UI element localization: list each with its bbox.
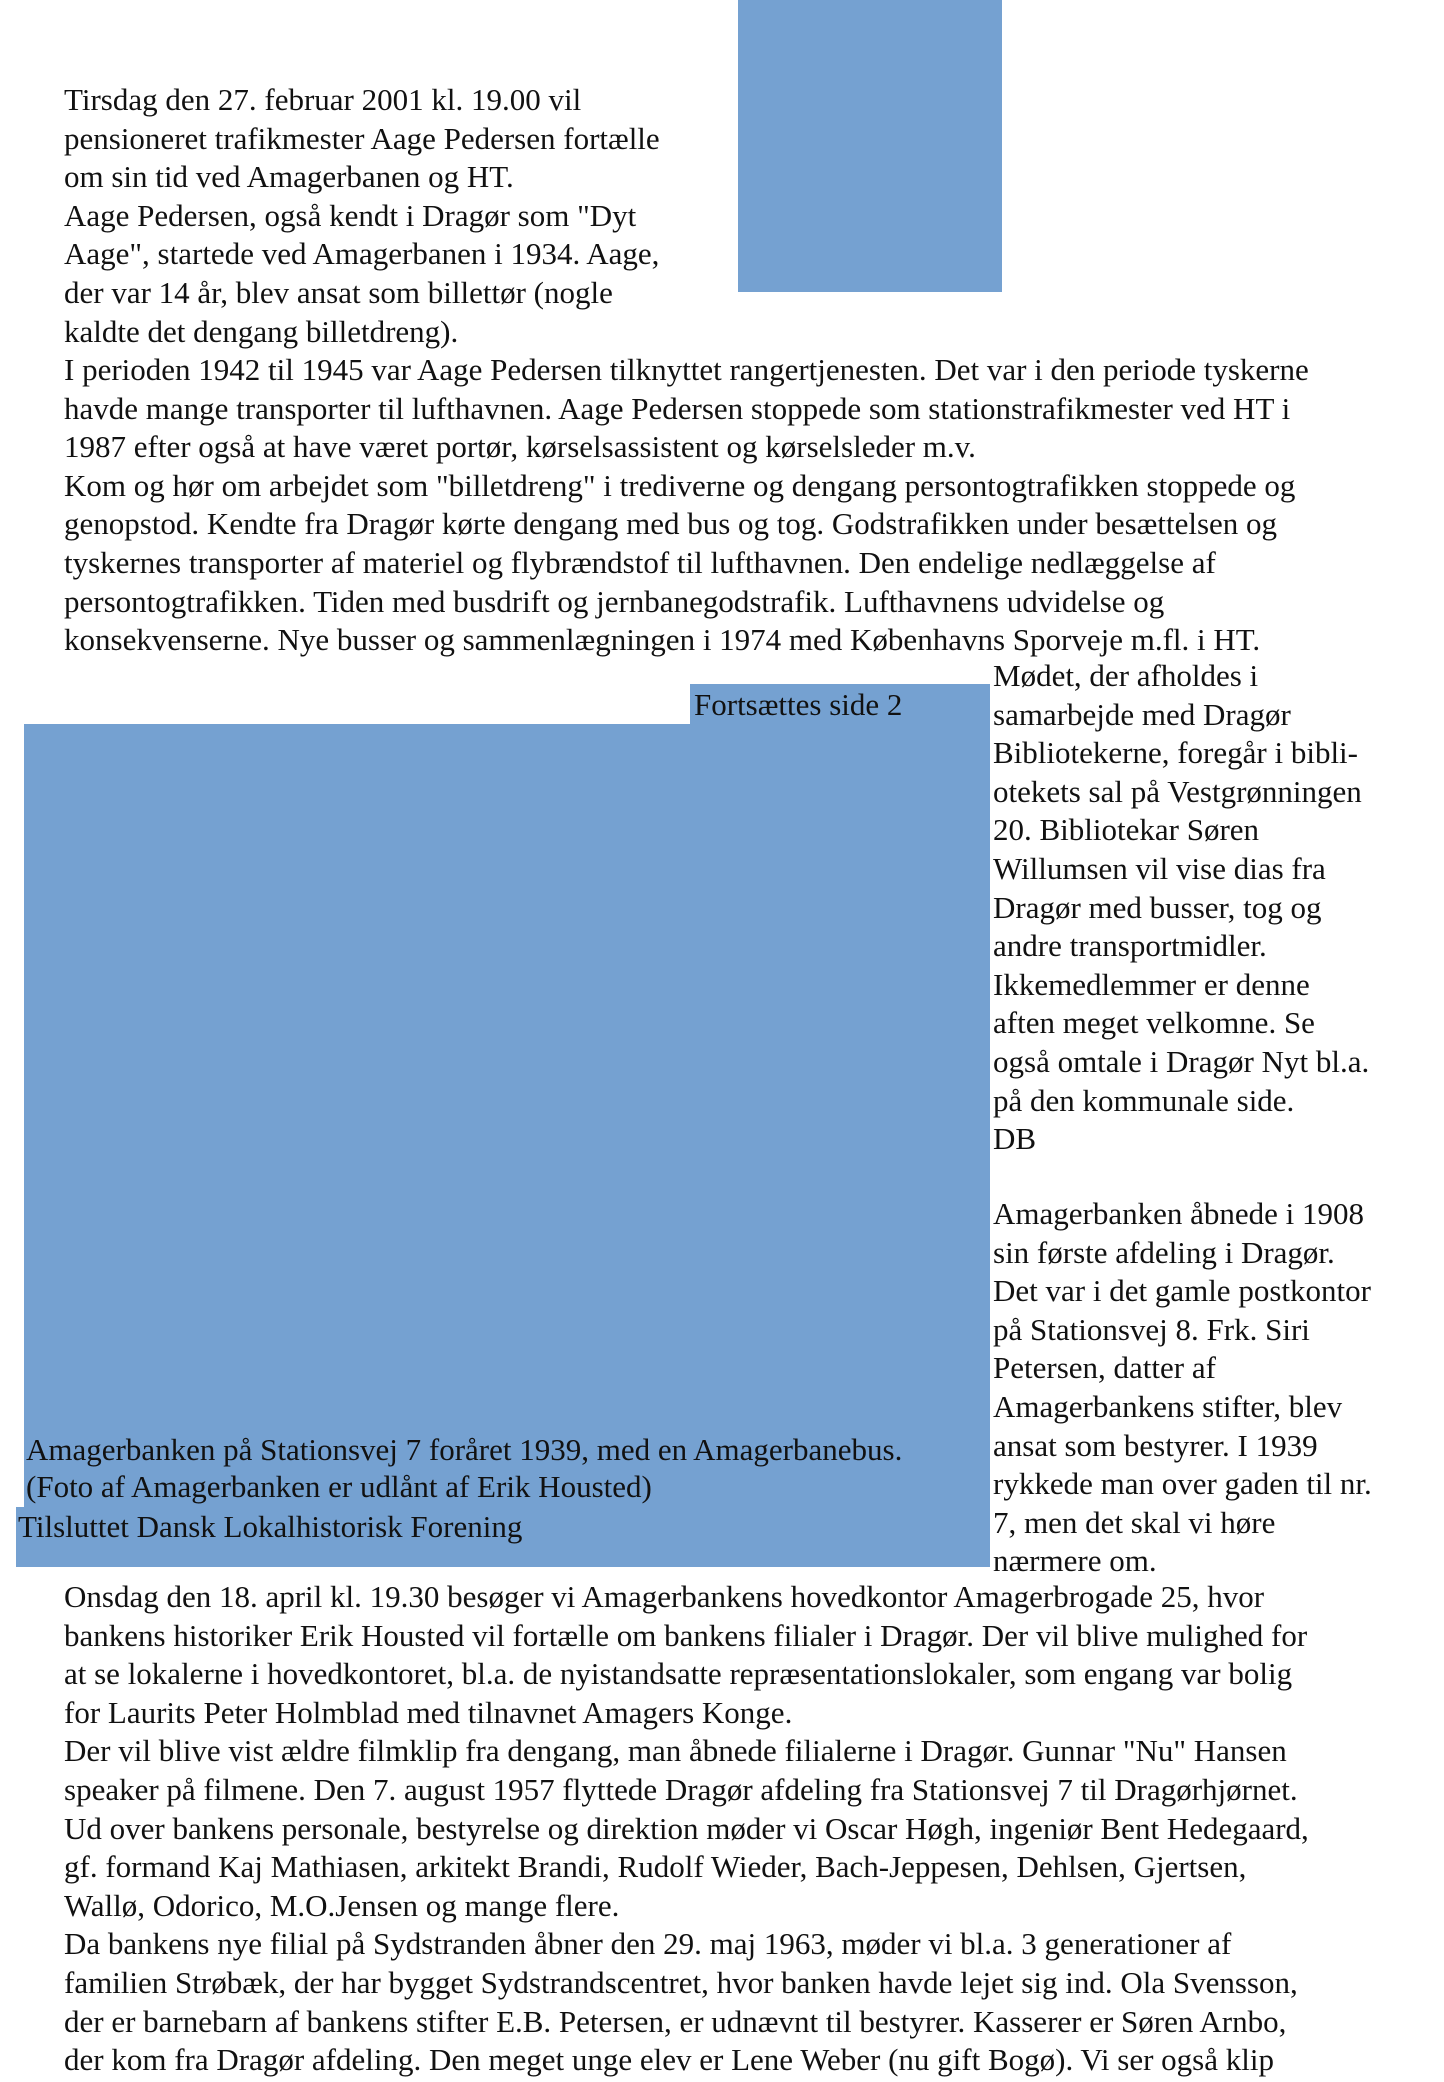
portrait-image <box>738 0 1002 292</box>
affiliation-text: Tilsluttet Dansk Lokalhistorisk Forening <box>18 1509 523 1544</box>
intro-paragraph-full: I perioden 1942 til 1945 var Aage Pedersen tilknyttet rangertjenesten. Det var i den periode tyskerne havde mange transporter til lufthavnen. Aage Pedersen stoppede som stationstrafikmester ved HT i 1987 efter også at have været portør, kørselsassistent og kørselsleder m.v. Kom og hør om arbejdet som "billetdreng" i trediverne og dengang persontogtrafikken stoppede og genopstod. Kendte fra Dragør kørte dengang med bus og tog. Godstrafikken under besættelsen og tyskernes transporter af materiel og flybrændstof til lufthavnen. Den endelige nedlæggelse af persontogtrafikken. Tiden med busdrift og jernbanegodstrafik. Lufthavnens udvidelse og konsekvenserne. Nye busser og sammenlægningen i 1974 med Københavns Sporveje m.fl. i HT. <box>64 352 1309 658</box>
right-column-bank: Amagerbanken åbnede i 1908 sin første afdeling i Dragør. Det var i det gamle postkontor på Stationsvej 8. Frk. Siri Petersen, datter af Amagerbankens stifter, blev ansat som bestyrer. I 1939 rykkede man over gaden til nr. 7, men det skal vi høre nærmere om. <box>993 1196 1372 1579</box>
bottom-article: Onsdag den 18. april kl. 19.30 besøger vi Amagerbankens hovedkontor Amagerbrogade 25, hvor bankens historiker Erik Housted vil fortælle om bankens filialer i Dragør. Der vil blive mulighed for at se lokalerne i hovedkontoret, bl.a. de nyistandsatte repræsentationslokaler, som engang var bolig for Laurits Peter Holmblad med tilnavnet Amagers Konge. Der vil blive vist ældre filmklip fra dengang, man åbnede filialerne i Dragør. Gunnar "Nu" Hansen speaker på filmene. Den 7. august 1957 flyttede Dragør afdeling fra Stationsvej 7 til Dragørhjørnet. Ud over bankens personale, bestyrelse og direktion møder vi Oscar Høgh, ingeniør Bent Hedegaard, gf. formand Kaj Mathiasen, arkitekt Brandi, Rudolf Wieder, Bach-Jeppesen, Dehlsen, Gjertsen, Wallø, Odorico, M.O.Jensen og mange flere. Da bankens nye filial på Sydstranden åbner den 29. maj 1963, møder vi bl.a. 3 generationer af familien Strøbæk, der har bygget Sydstrandscentret, hvor banken havde lejet sig ind. Ola Svensson, der er barnebarn af bankens stifter E.B. Petersen, er udnævnt til bestyrer. Kasserer er Søren Arnbo, der kom fra Dragør afdeling. Den meget unge elev er Lene Weber (nu gift Bogø). Vi ser også klip <box>64 1579 1309 2078</box>
continued-label: Fortsættes side 2 <box>694 687 903 722</box>
intro-paragraph-left: Tirsdag den 27. februar 2001 kl. 19.00 vil pensioneret trafikmester Aage Pedersen fortælle om sin tid ved Amagerbanen og HT. Aage Pedersen, også kendt i Dragør som "Dyt Aage", startede ved Amagerbanen i 1934. Aage, der var 14 år, blev ansat som billettør (nogle kaldte det dengang billetdreng). <box>64 82 660 349</box>
photo-caption: Amagerbanken på Stationsvej 7 foråret 1939, med en Amagerbanebus. (Foto af Amagerbanken er udlånt af Erik Housted) <box>26 1432 903 1504</box>
bank-photo <box>24 724 990 1507</box>
continued-label-box <box>690 684 990 726</box>
right-column-meeting: Mødet, der afholdes i samarbejde med Dragør Bibliotekerne, foregår i bibli- otekets sal på Vestgrønningen 20. Bibliotekar Søren Willumsen vil vise dias fra Dragør med busser, tog og andre transportmidler. Ikkemedlemmer er denne aften meget velkomne. Se også omtale i Dragør Nyt bl.a. på den kommunale side. DB <box>993 658 1370 1157</box>
